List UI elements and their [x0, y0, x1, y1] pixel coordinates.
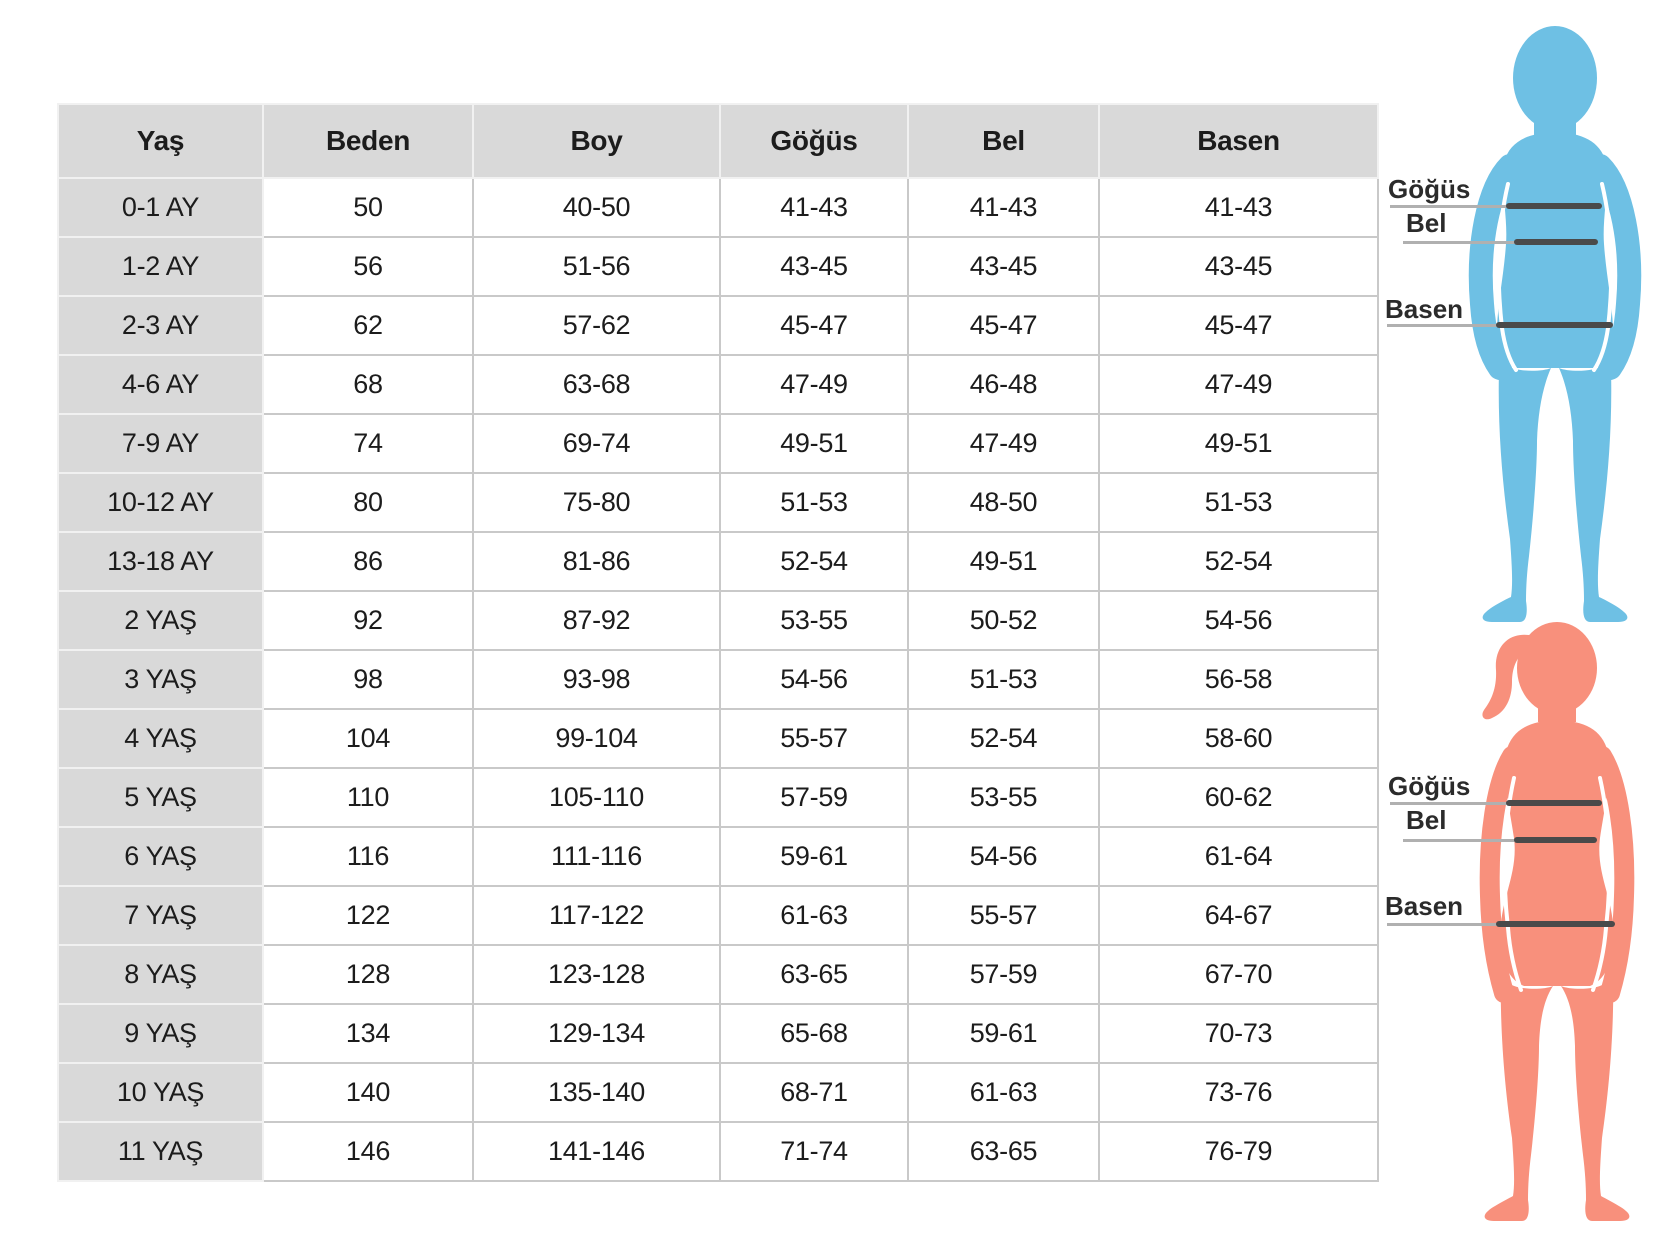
hip-cell: 51-53 — [1099, 473, 1378, 532]
table-row — [58, 178, 1378, 237]
size-cell: 68 — [263, 355, 473, 414]
table-row — [58, 650, 1378, 709]
chest-cell: 52-54 — [720, 532, 908, 591]
boy-chest-label: Göğüs — [1388, 174, 1471, 204]
hip-cell: 64-67 — [1099, 886, 1378, 945]
boy-hip-leader-line — [1387, 324, 1498, 327]
height-cell: 141-146 — [473, 1122, 720, 1181]
age-cell: 2-3 AY — [58, 296, 263, 355]
height-cell: 57-62 — [473, 296, 720, 355]
height-cell: 99-104 — [473, 709, 720, 768]
size-cell: 62 — [263, 296, 473, 355]
chest-cell: 55-57 — [720, 709, 908, 768]
height-cell: 63-68 — [473, 355, 720, 414]
hip-cell: 60-62 — [1099, 768, 1378, 827]
size-cell: 56 — [263, 237, 473, 296]
age-cell: 13-18 AY — [58, 532, 263, 591]
age-cell: 0-1 AY — [58, 178, 263, 237]
size-table — [57, 103, 1379, 1182]
header-gogus: Göğüs — [720, 104, 908, 178]
waist-cell: 55-57 — [908, 886, 1099, 945]
height-cell: 75-80 — [473, 473, 720, 532]
height-cell: 117-122 — [473, 886, 720, 945]
waist-cell: 52-54 — [908, 709, 1099, 768]
hip-cell: 47-49 — [1099, 355, 1378, 414]
girl-chest-label: Göğüs — [1388, 771, 1471, 801]
age-cell: 11 YAŞ — [58, 1122, 263, 1181]
age-cell: 7-9 AY — [58, 414, 263, 473]
girl-waist-measure-line — [1514, 837, 1597, 843]
table-row — [58, 1004, 1378, 1063]
girl-waist-leader-line — [1403, 839, 1516, 842]
hip-cell: 73-76 — [1099, 1063, 1378, 1122]
size-cell: 104 — [263, 709, 473, 768]
table-row — [58, 473, 1378, 532]
girl-hip-label: Basen — [1385, 891, 1464, 921]
girl-hip-leader-line — [1387, 923, 1498, 926]
size-cell: 122 — [263, 886, 473, 945]
boy-chest-measure-line — [1506, 203, 1602, 209]
chest-cell: 54-56 — [720, 650, 908, 709]
hip-cell: 41-43 — [1099, 178, 1378, 237]
height-cell: 135-140 — [473, 1063, 720, 1122]
age-cell: 10 YAŞ — [58, 1063, 263, 1122]
age-cell: 1-2 AY — [58, 237, 263, 296]
header-basen: Basen — [1099, 104, 1378, 178]
waist-cell: 47-49 — [908, 414, 1099, 473]
table-row — [58, 709, 1378, 768]
waist-cell: 53-55 — [908, 768, 1099, 827]
chest-cell: 61-63 — [720, 886, 908, 945]
waist-cell: 51-53 — [908, 650, 1099, 709]
header-boy: Boy — [473, 104, 720, 178]
waist-cell: 41-43 — [908, 178, 1099, 237]
table-row — [58, 237, 1378, 296]
table-row — [58, 945, 1378, 1004]
age-cell: 10-12 AY — [58, 473, 263, 532]
age-cell: 3 YAŞ — [58, 650, 263, 709]
chest-cell: 63-65 — [720, 945, 908, 1004]
hip-cell: 56-58 — [1099, 650, 1378, 709]
size-cell: 92 — [263, 591, 473, 650]
header-yas: Yaş — [58, 104, 263, 178]
size-cell: 74 — [263, 414, 473, 473]
waist-cell: 63-65 — [908, 1122, 1099, 1181]
hip-cell: 45-47 — [1099, 296, 1378, 355]
hip-cell: 61-64 — [1099, 827, 1378, 886]
waist-cell: 54-56 — [908, 827, 1099, 886]
height-cell: 51-56 — [473, 237, 720, 296]
table-row — [58, 414, 1378, 473]
chest-cell: 57-59 — [720, 768, 908, 827]
boy-hip-measure-line — [1496, 322, 1613, 328]
boy-hip-label: Basen — [1385, 294, 1464, 324]
hip-cell: 52-54 — [1099, 532, 1378, 591]
boy-waist-measure-line — [1514, 239, 1598, 245]
table-row — [58, 591, 1378, 650]
size-cell: 80 — [263, 473, 473, 532]
height-cell: 93-98 — [473, 650, 720, 709]
chest-cell: 45-47 — [720, 296, 908, 355]
size-cell: 116 — [263, 827, 473, 886]
hip-cell: 49-51 — [1099, 414, 1378, 473]
hip-cell: 67-70 — [1099, 945, 1378, 1004]
chest-cell: 51-53 — [720, 473, 908, 532]
table-row — [58, 296, 1378, 355]
size-cell: 146 — [263, 1122, 473, 1181]
table-row — [58, 532, 1378, 591]
size-table-body — [58, 178, 1378, 1181]
boy-waist-leader-line — [1403, 241, 1516, 244]
chest-cell: 41-43 — [720, 178, 908, 237]
height-cell: 81-86 — [473, 532, 720, 591]
height-cell: 69-74 — [473, 414, 720, 473]
chest-cell: 43-45 — [720, 237, 908, 296]
height-cell: 129-134 — [473, 1004, 720, 1063]
hip-cell: 58-60 — [1099, 709, 1378, 768]
waist-cell: 43-45 — [908, 237, 1099, 296]
chest-cell: 59-61 — [720, 827, 908, 886]
chest-cell: 65-68 — [720, 1004, 908, 1063]
size-cell: 110 — [263, 768, 473, 827]
age-cell: 7 YAŞ — [58, 886, 263, 945]
size-table-header — [58, 104, 1378, 178]
boy-waist-label: Bel — [1406, 208, 1447, 238]
chest-cell: 49-51 — [720, 414, 908, 473]
age-cell: 9 YAŞ — [58, 1004, 263, 1063]
age-cell: 5 YAŞ — [58, 768, 263, 827]
height-cell: 105-110 — [473, 768, 720, 827]
table-row — [58, 355, 1378, 414]
waist-cell: 61-63 — [908, 1063, 1099, 1122]
waist-cell: 49-51 — [908, 532, 1099, 591]
hip-cell: 43-45 — [1099, 237, 1378, 296]
chest-cell: 68-71 — [720, 1063, 908, 1122]
hip-cell: 54-56 — [1099, 591, 1378, 650]
table-row — [58, 827, 1378, 886]
header-row — [58, 104, 1378, 178]
age-cell: 8 YAŞ — [58, 945, 263, 1004]
girl-waist-label: Bel — [1406, 805, 1447, 835]
age-cell: 6 YAŞ — [58, 827, 263, 886]
waist-cell: 59-61 — [908, 1004, 1099, 1063]
height-cell: 123-128 — [473, 945, 720, 1004]
size-cell: 86 — [263, 532, 473, 591]
size-cell: 50 — [263, 178, 473, 237]
waist-cell: 45-47 — [908, 296, 1099, 355]
chest-cell: 71-74 — [720, 1122, 908, 1181]
table-row — [58, 768, 1378, 827]
size-cell: 134 — [263, 1004, 473, 1063]
size-cell: 128 — [263, 945, 473, 1004]
height-cell: 111-116 — [473, 827, 720, 886]
age-cell: 4 YAŞ — [58, 709, 263, 768]
waist-cell: 50-52 — [908, 591, 1099, 650]
girl-chest-measure-line — [1506, 800, 1602, 806]
table-row — [58, 886, 1378, 945]
waist-cell: 57-59 — [908, 945, 1099, 1004]
hip-cell: 76-79 — [1099, 1122, 1378, 1181]
height-cell: 87-92 — [473, 591, 720, 650]
header-bel: Bel — [908, 104, 1099, 178]
size-cell: 98 — [263, 650, 473, 709]
waist-cell: 48-50 — [908, 473, 1099, 532]
size-cell: 140 — [263, 1063, 473, 1122]
hip-cell: 70-73 — [1099, 1004, 1378, 1063]
chest-cell: 53-55 — [720, 591, 908, 650]
table-row — [58, 1122, 1378, 1181]
age-cell: 2 YAŞ — [58, 591, 263, 650]
chest-cell: 47-49 — [720, 355, 908, 414]
height-cell: 40-50 — [473, 178, 720, 237]
waist-cell: 46-48 — [908, 355, 1099, 414]
girl-hip-measure-line — [1496, 921, 1615, 927]
age-cell: 4-6 AY — [58, 355, 263, 414]
header-beden: Beden — [263, 104, 473, 178]
table-row — [58, 1063, 1378, 1122]
